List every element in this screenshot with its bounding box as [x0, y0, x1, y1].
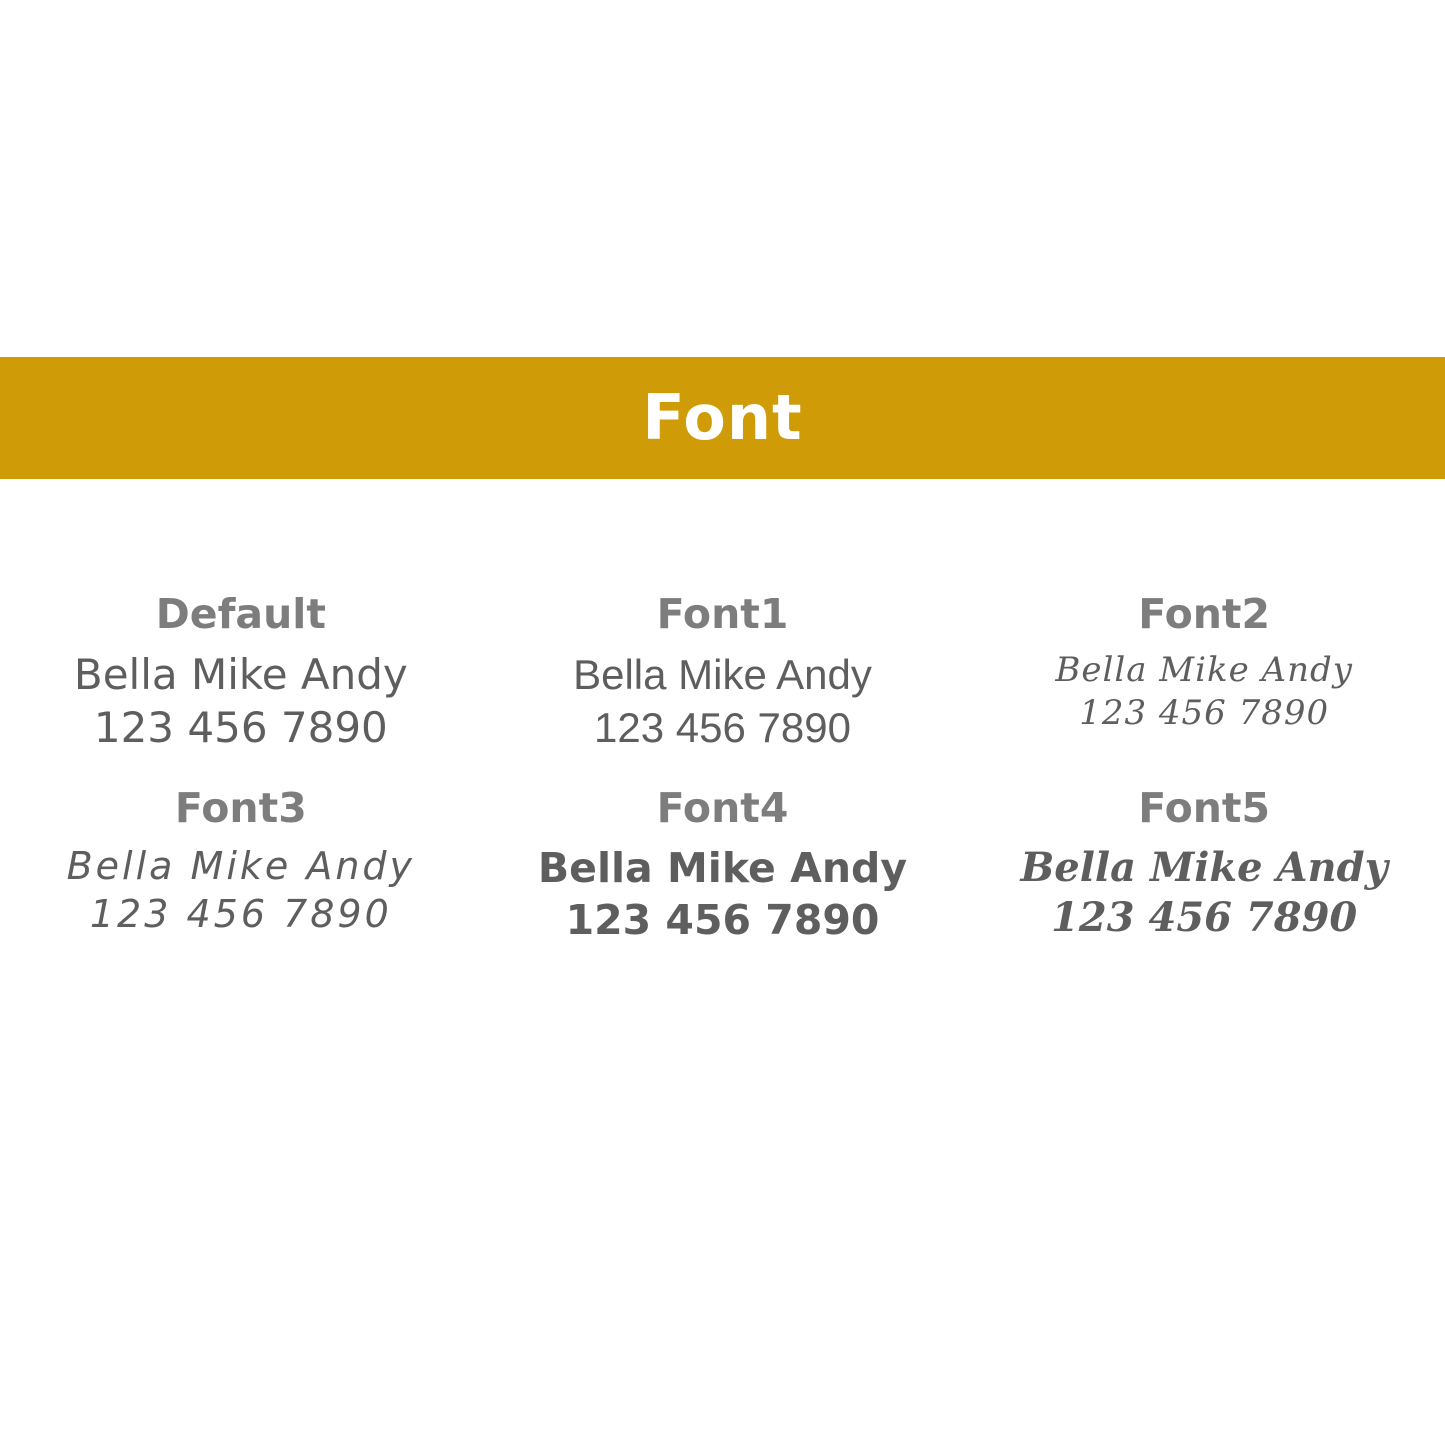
font-sample-grid: [0, 590, 1445, 946]
font-sample-numbers: 123 456 7890: [1051, 894, 1358, 942]
font-option-label: Font4: [656, 784, 789, 833]
font-sample-numbers: 123 456 7890: [93, 702, 388, 752]
font-sample-names: Bella Mike Andy: [537, 844, 908, 893]
font-sample-numbers: 123 456 7890: [565, 895, 880, 944]
banner-title: Font: [642, 381, 803, 454]
font-sample-numbers: 123 456 7890: [1079, 692, 1330, 733]
font-option-label: Font2: [1138, 590, 1271, 638]
font-option-font3[interactable]: [0, 784, 482, 946]
font-option-font1[interactable]: [482, 590, 964, 754]
font-sample-names: Bella Mike Andy: [73, 650, 408, 700]
font-option-label: Font3: [174, 784, 307, 833]
font-option-label: Font1: [656, 590, 789, 638]
font-option-font2[interactable]: [963, 590, 1445, 754]
font-sample-numbers: 123 456 7890: [594, 703, 851, 751]
font-option-default[interactable]: [0, 590, 482, 754]
font-option-font5[interactable]: [963, 784, 1445, 946]
font-sample-numbers: 123 456 7890: [89, 891, 392, 936]
font-option-label: Default: [155, 590, 326, 638]
font-option-label: Font5: [1138, 784, 1271, 833]
font-option-font4[interactable]: [482, 784, 964, 946]
font-sample-names: Bella Mike Andy: [573, 651, 872, 699]
font-sample-names: Bella Mike Andy: [1020, 844, 1388, 892]
section-banner: [0, 357, 1445, 479]
font-sample-names: Bella Mike Andy: [1055, 650, 1353, 691]
font-sample-names: Bella Mike Andy: [66, 844, 416, 889]
